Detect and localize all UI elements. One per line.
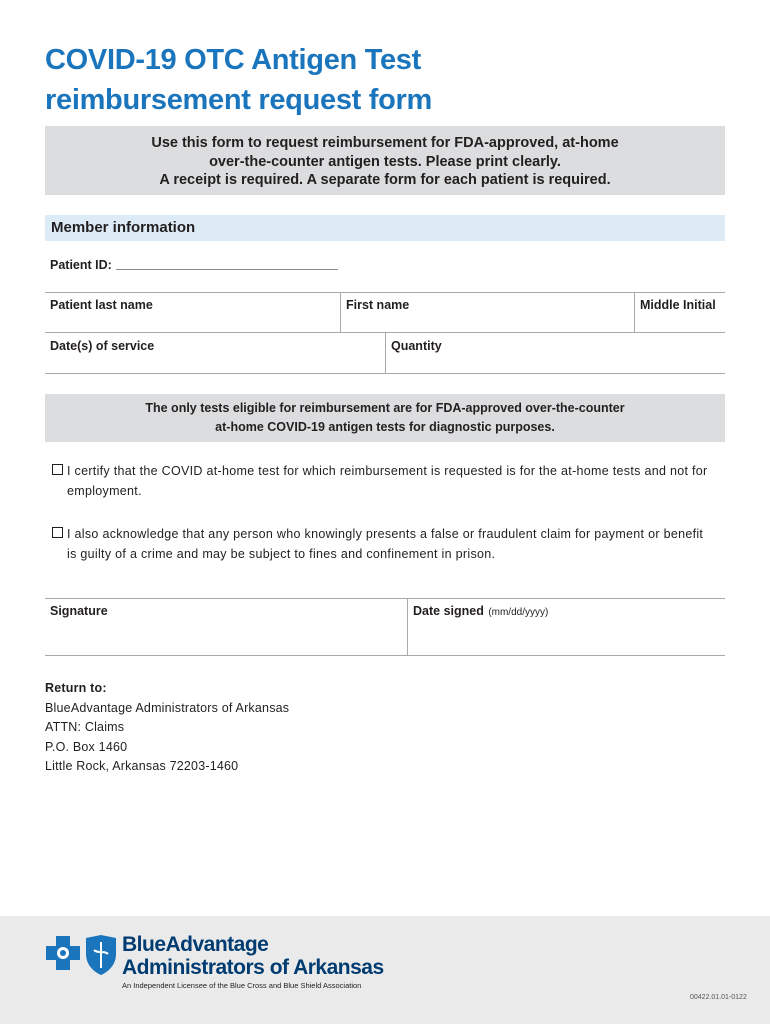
instructions-line-2: over-the-counter antigen tests. Please print clearly. [209,153,561,170]
return-address-line-3: P.O. Box 1460 [45,739,128,754]
brand-name-line-2: Administrators of Arkansas [122,956,384,979]
title-line-2: reimbursement request form [45,84,433,116]
page-title [45,40,432,120]
middle-initial-label: Middle Initial [640,298,716,312]
instructions-line-1: Use this form to request reimbursement for FDA-approved, at-home [151,135,619,151]
certify-at-home-checkbox[interactable] [52,464,63,475]
first-name-field[interactable] [340,292,634,332]
logo-icons-svg [44,934,118,976]
divider [45,655,725,656]
eligibility-notice [45,394,725,442]
return-to-heading: Return to: [45,681,107,695]
form-code: 00422.01.01-0122 [690,994,747,1001]
certify-at-home-text-line-1: I certify that the COVID at-home test for which reimbursement is requested is for the at-home tests and not for [67,464,708,478]
blue-shield-icon [86,935,116,975]
quantity-field[interactable] [385,333,725,373]
signature-label: Signature [50,604,108,618]
member-information-heading: Member information [45,215,725,241]
dates-of-service-label: Date(s) of service [50,339,155,353]
date-format-hint: (mm/dd/yyyy) [488,607,549,618]
first-name-label: First name [346,298,410,312]
dates-of-service-field[interactable] [45,333,385,373]
patient-last-name-label: Patient last name [50,298,153,312]
divider [45,373,725,374]
quantity-label: Quantity [391,339,442,353]
date-signed-field[interactable] [407,598,725,655]
acknowledge-fraud-row [52,524,732,564]
patient-id-label: Patient ID: [50,258,112,272]
eligibility-line-1: The only tests eligible for reimbursement are for FDA-approved over-the-counter [145,401,625,415]
signature-field[interactable] [45,598,407,655]
certify-at-home-text-line-2: employment. [67,484,142,498]
return-address-line-1: BlueAdvantage Administrators of Arkansas [45,700,290,715]
certify-at-home-row [52,461,732,501]
date-signed-label: Date signed [413,604,484,618]
logo [44,934,118,981]
acknowledge-fraud-checkbox[interactable] [52,527,63,538]
acknowledge-fraud-text-line-1: I also acknowledge that any person who knowingly presents a false or fraudulent claim for payment or benefit [67,527,704,541]
return-address-line-4: Little Rock, Arkansas 72203-1460 [45,759,239,773]
blue-cross-icon [46,936,80,970]
patient-id-field[interactable] [116,269,338,270]
return-address-line-2: ATTN: Claims [45,720,125,734]
instructions-line-3: A receipt is required. A separate form for each patient is required. [159,172,611,188]
eligibility-line-2: at-home COVID-19 antigen tests for diagnostic purposes. [215,420,555,434]
brand-name-line-1: BlueAdvantage [122,933,269,956]
licensee-statement: An Independent Licensee of the Blue Cross and Blue Shield Association [122,981,362,990]
return-address [45,679,289,777]
title-line-1: COVID-19 OTC Antigen Test [45,44,421,76]
instructions-box [45,126,725,195]
middle-initial-field[interactable] [634,292,725,332]
acknowledge-fraud-text-line-2: is guilty of a crime and may be subject to fines and confinement in prison. [67,547,496,561]
patient-last-name-field[interactable] [45,292,340,332]
